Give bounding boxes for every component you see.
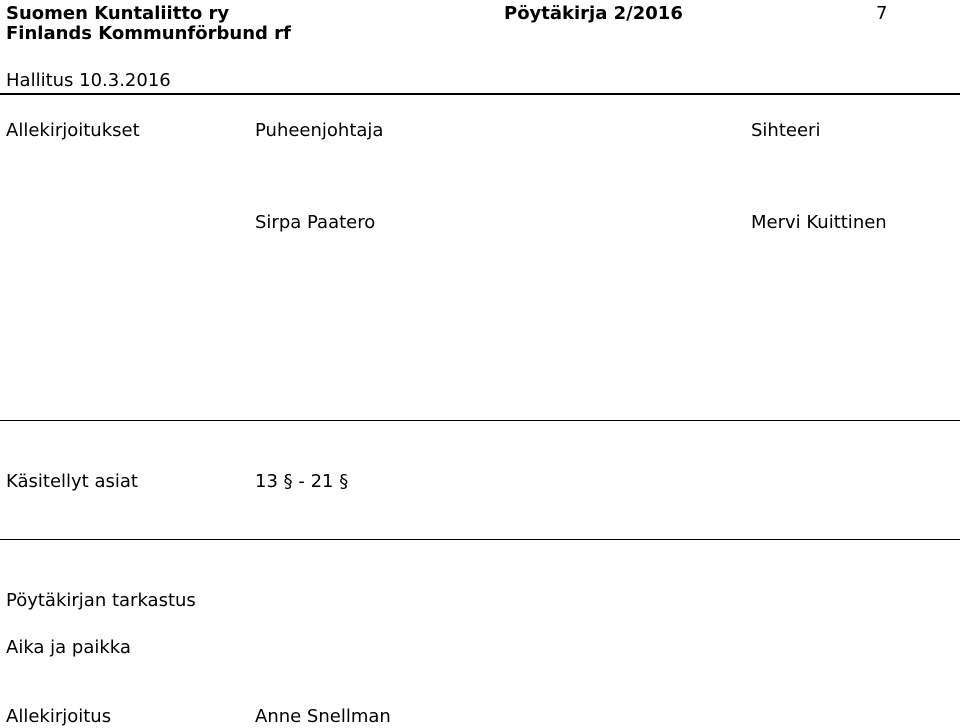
- organization-name-sv: Finlands Kommunförbund rf: [6, 23, 291, 44]
- organization-name-fi: Suomen Kuntaliitto ry: [6, 3, 230, 24]
- header-divider: [0, 93, 960, 95]
- topics-value: 13 § - 21 §: [255, 471, 349, 492]
- meeting-info: Hallitus 10.3.2016: [6, 70, 171, 91]
- time-place-label: Aika ja paikka: [6, 637, 131, 658]
- review-heading: Pöytäkirjan tarkastus: [6, 590, 196, 611]
- document-title: Pöytäkirja 2/2016: [504, 3, 683, 24]
- signer-name: Anne Snellman: [255, 706, 391, 727]
- signature-label: Allekirjoitus: [6, 706, 112, 727]
- secretary-name: Mervi Kuittinen: [751, 212, 887, 233]
- page-number: 7: [876, 3, 888, 24]
- section-divider-2: [0, 539, 960, 540]
- topics-label: Käsitellyt asiat: [6, 471, 138, 492]
- chair-role: Puheenjohtaja: [255, 120, 384, 141]
- signatures-label: Allekirjoitukset: [6, 120, 140, 141]
- section-divider-1: [0, 420, 960, 421]
- chair-name: Sirpa Paatero: [255, 212, 376, 233]
- secretary-role: Sihteeri: [751, 120, 821, 141]
